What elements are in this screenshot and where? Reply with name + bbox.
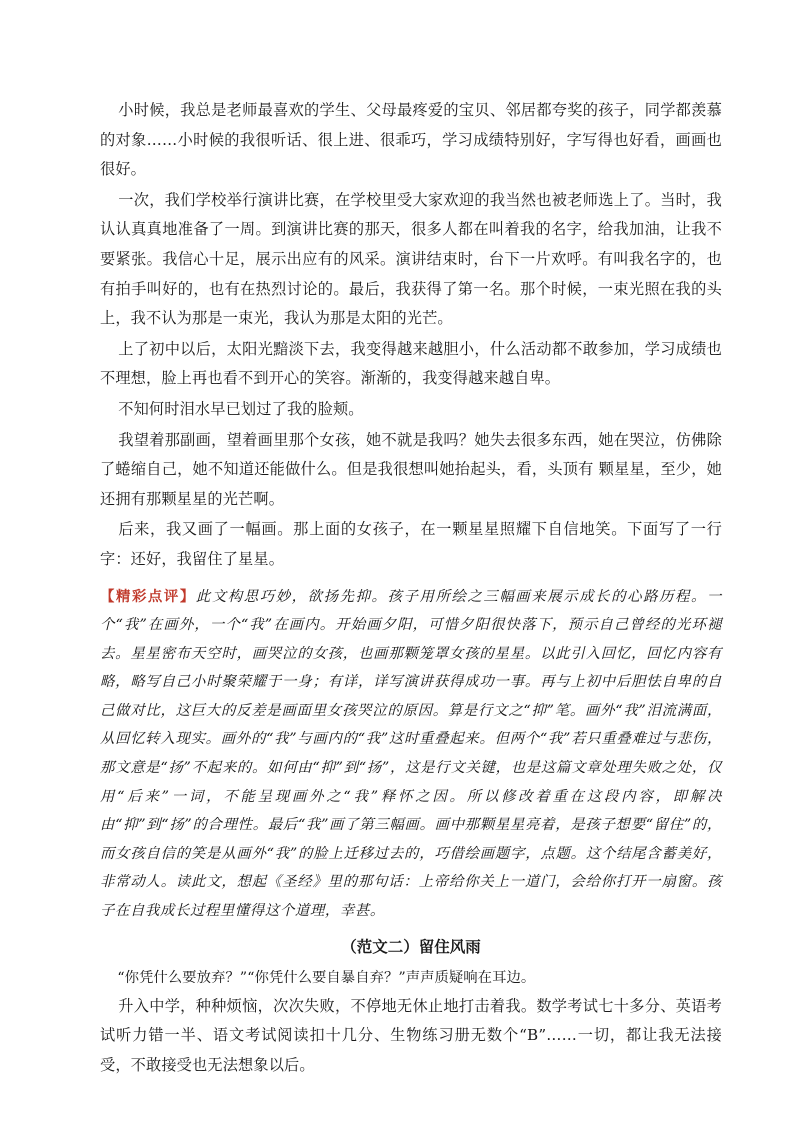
- section-title: （范文二）留住风雨: [341, 937, 481, 956]
- paragraph-3: 上了初中以后，太阳光黯淡下去，我变得越来越胆小，什么活动都不敢参加，学习成绩也不理想，脸上再也看不到开心的笑容。渐渐的，我变得越来越自卑。: [100, 339, 722, 388]
- paragraph-1: 小时候，我总是老师最喜欢的学生、父母最疼爱的宝贝、邻居都夸奖的孩子，同学都羡慕的对象……小时候的我很听话、很上进、很乖巧，学习成绩特别好，字写得也好看，画画也很好。: [100, 101, 722, 179]
- paragraph-6: 后来，我又画了一幅画。那上面的女孩子，在一颗星星照耀下自信地笑。下面写了一行字：还好，我留住了星星。: [100, 520, 722, 568]
- document-body: [100, 96, 722, 1080]
- commentary-block: [100, 583, 722, 926]
- paragraph-final: 升入中学，种种烦恼，次次失败，不停地无休止地打击着我。数学考试七十多分、英语考试听力错一半、语文考试阅读扣十几分、生物练习册无数个“B”……一切，都让我无法接受，不敢接受也无法想象以后。: [100, 996, 722, 1074]
- paragraph-4: 不知何时泪水早已划过了我的脸颊。: [118, 399, 364, 418]
- commentary-text: 此文构思巧妙，欲扬先抑。孩子用所绘之三幅画来展示成长的心路历程。一个“我”在画外，一个“我”在画内。开始画夕阳，可惜夕阳很快落下，预示自己曾经的光环褪去。星星密布天空时，画哭泣的女孩，也画那颗笼罩女孩的星星。以此引入回忆，回忆内容有略，略写自己小时聚荣耀于一身；有详，详写演讲获得成功一事。再与上初中后胆怯自卑的自己做对比，这巨大的反差是画面里女孩哭泣的原因。算是行文之“抑”笔。画外“我”泪流满面，从回忆转入现实。画外的“我”与画内的“我”这时重叠起来。但两个“我”若只重叠难过与悲伤，那文意是“扬”不起来的。如何由“抑”到“扬”，这是行文关键，也是这篇文章处理失败之处，仅用“后来”一词，不能呈现画外之“我”释怀之因。所以修改着重在这段内容，即解决由“抑”到“扬”的合理性。最后“我”画了第三幅画。画中那颗星星亮着，是孩子想要“留住”的，而女孩自信的笑是从画外“我”的脸上迁移过去的，巧借绘画题字，点题。这个结尾含蓄美好，非常动人。读此文，想起《圣经》里的那句话：上帝给你关上一道门，会给你打开一扇窗。孩子在自我成长过程里懂得这个道理，幸甚。: [100, 588, 722, 920]
- quote-line: “你凭什么要放弃？”“你凭什么要自暴自弃？”声声质疑响在耳边。: [117, 969, 536, 986]
- paragraph-2: 一次，我们学校举行演讲比赛，在学校里受大家欢迎的我当然也被老师选上了。当时，我认认真真地准备了一周。到演讲比赛的那天，很多人都在叫着我的名字，给我加油，让我不要紧张。我信心十足，展示出应有的风采。演讲结束时，台下一片欢呼。有叫我名字的，也有拍手叫好的，也有在热烈讨论的。最后，我获得了第一名。那个时候，一束光照在我的头上，我不认为那是一束光，我认为那是太阳的光芒。: [100, 190, 722, 328]
- commentary-tag: 【精彩点评】: [100, 587, 196, 605]
- paragraph-5: 我望着那副画，望着画里那个女孩，她不就是我吗？她失去很多东西，她在哭泣，仿佛除了蜷缩自己，她不知道还能做什么。但是我很想叫她抬起头，看，头顶有 颗星星，至少，她还拥有那颗星星的光芒啊。: [100, 430, 722, 508]
